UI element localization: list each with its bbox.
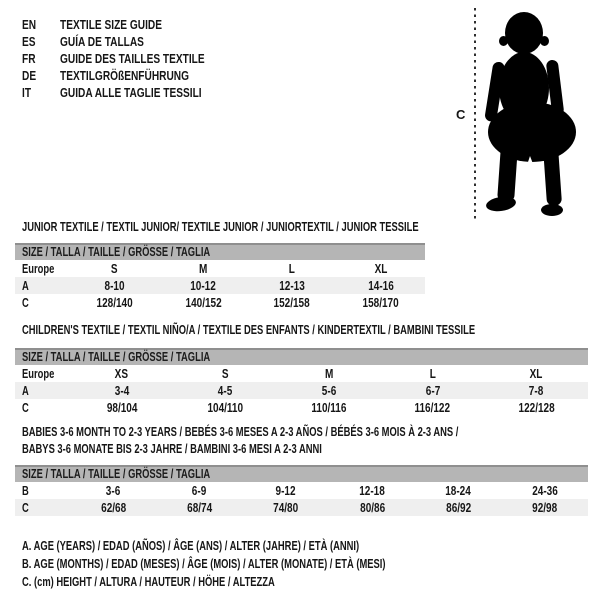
size-value-text: 3-6 xyxy=(105,483,121,498)
table-title-text: BABIES 3-6 MONTH TO 2-3 YEARS / BEBÉS 3-6 MESES A 2-3 AÑOS / BÉBÉS 3-6 MOIS À 2-3 ANS / xyxy=(22,425,459,439)
size-value-text: 152/158 xyxy=(273,295,310,310)
table-row xyxy=(15,482,588,499)
size-value-cell xyxy=(415,501,501,515)
table-row xyxy=(15,260,425,277)
table-title xyxy=(22,424,588,441)
size-value-cell xyxy=(159,279,248,293)
table-row xyxy=(15,365,588,382)
size-value-cell xyxy=(277,367,381,381)
size-value-cell xyxy=(484,367,588,381)
size-value-text: L xyxy=(429,366,436,381)
size-value-text: XL xyxy=(374,261,388,276)
language-code xyxy=(22,85,60,100)
size-value-text: 74/80 xyxy=(273,500,299,515)
legend-footnote-text: B. AGE (MONTHS) / EDAD (MESES) / ÂGE (MOIS) / ALTER (MONATE) / ETÀ (MESI) xyxy=(22,557,386,571)
language-code xyxy=(22,68,60,83)
size-value-cell xyxy=(277,384,381,398)
language-code-text: IT xyxy=(22,85,32,100)
size-value-text: 158/170 xyxy=(362,295,399,310)
baby-silhouette xyxy=(484,10,588,220)
table-title xyxy=(22,322,588,339)
row-label-cell xyxy=(15,484,70,498)
size-value-text: S xyxy=(222,366,229,381)
size-value-text: 98/104 xyxy=(106,400,138,415)
size-value-cell xyxy=(381,384,485,398)
row-label-text: Europe xyxy=(22,261,55,276)
language-row xyxy=(22,84,245,101)
size-header-bar xyxy=(15,348,588,365)
size-value-cell xyxy=(248,262,337,276)
size-value-text: 9-12 xyxy=(275,483,296,498)
junior-textile-table xyxy=(15,219,425,311)
row-label-text: Europe xyxy=(22,366,55,381)
size-value-cell xyxy=(277,401,381,415)
legend-footnotes xyxy=(22,537,507,591)
size-value-cell xyxy=(484,401,588,415)
row-label-text: A xyxy=(22,383,29,398)
size-value-text: 8-10 xyxy=(104,278,125,293)
size-value-cell xyxy=(159,296,248,310)
table-row xyxy=(15,294,425,311)
language-guide-title: TEXTILE SIZE GUIDE xyxy=(60,17,162,32)
size-value-text: L xyxy=(288,261,295,276)
size-value-text: 6-9 xyxy=(192,483,207,498)
table-row xyxy=(15,499,588,516)
language-guide-title: TEXTILGRÖßENFÜHRUNG xyxy=(60,68,190,83)
size-value-cell xyxy=(70,484,156,498)
size-value-cell xyxy=(336,296,425,310)
language-code-text: ES xyxy=(22,34,36,49)
size-header-bar xyxy=(15,465,588,482)
size-value-text: M xyxy=(198,261,208,276)
size-value-cell xyxy=(70,262,159,276)
childrens-textile-table xyxy=(15,322,588,416)
size-value-text: 128/140 xyxy=(96,295,133,310)
size-value-cell xyxy=(415,484,501,498)
size-value-cell xyxy=(156,484,242,498)
size-value-text: 110/116 xyxy=(311,400,347,415)
table-title-text: JUNIOR TEXTILE / TEXTIL JUNIOR/ TEXTILE JUNIOR / JUNIORTEXTIL / JUNIOR TESSILE xyxy=(22,220,419,234)
language-title-list xyxy=(22,16,245,101)
babies-textile-table xyxy=(15,424,588,516)
size-value-text: 4-5 xyxy=(218,383,233,398)
size-header-text: SIZE / TALLA / TAILLE / GRÖSSE / TAGLIA xyxy=(22,245,211,259)
table-row xyxy=(15,399,588,416)
language-guide-title: GUIDE DES TAILLES TEXTILE xyxy=(60,51,205,66)
language-code-text: FR xyxy=(22,51,36,66)
size-value-text: 92/98 xyxy=(532,500,558,515)
size-value-text: 14-16 xyxy=(367,278,394,293)
size-value-cell xyxy=(70,367,174,381)
language-row xyxy=(22,16,245,33)
size-value-cell xyxy=(381,367,485,381)
size-value-text: 122/128 xyxy=(518,400,555,415)
size-value-cell xyxy=(174,367,278,381)
language-code xyxy=(22,51,60,66)
row-label-text: B xyxy=(22,483,29,498)
size-value-cell xyxy=(329,484,415,498)
height-measure-dashed-line xyxy=(474,8,476,220)
legend-footnote xyxy=(22,573,507,591)
legend-footnote-text: A. AGE (YEARS) / EDAD (AÑOS) / ÂGE (ANS) / ALTER (JAHRE) / ETÀ (ANNI) xyxy=(22,539,360,553)
size-value-text: 3-4 xyxy=(114,383,130,398)
language-guide-title: GUÍA DE TALLAS xyxy=(60,34,144,49)
size-value-cell xyxy=(248,296,337,310)
size-value-text: 7-8 xyxy=(528,383,544,398)
legend-footnote xyxy=(22,537,507,555)
size-value-text: 140/152 xyxy=(185,295,222,310)
size-value-cell xyxy=(248,279,337,293)
table-title-text: BABYS 3-6 MONATE BIS 2-3 JAHRE / BAMBINI 3-6 MESI A 2-3 ANNI xyxy=(22,442,322,456)
size-value-text: S xyxy=(111,261,118,276)
size-value-text: 104/110 xyxy=(207,400,244,415)
size-value-text: 62/68 xyxy=(100,500,126,515)
height-label-c: C xyxy=(456,107,466,122)
size-value-text: 86/92 xyxy=(445,500,471,515)
size-value-cell xyxy=(243,501,329,515)
row-label-text: C xyxy=(22,400,29,415)
size-header-text: SIZE / TALLA / TAILLE / GRÖSSE / TAGLIA xyxy=(22,350,211,364)
size-value-text: 6-7 xyxy=(425,383,440,398)
size-value-cell xyxy=(174,384,278,398)
size-value-text: XL xyxy=(529,366,543,381)
row-label-cell xyxy=(15,384,70,398)
size-value-text: 12-13 xyxy=(279,278,305,293)
size-value-cell xyxy=(70,296,159,310)
row-label-text: A xyxy=(22,278,29,293)
size-value-cell xyxy=(70,501,156,515)
table-row xyxy=(15,382,588,399)
language-code-text: DE xyxy=(22,68,37,83)
table-title xyxy=(22,219,425,236)
legend-footnote xyxy=(22,555,507,573)
size-value-cell xyxy=(336,262,425,276)
language-guide-title: GUIDA ALLE TAGLIE TESSILI xyxy=(60,85,202,100)
size-value-text: 12-18 xyxy=(359,483,385,498)
size-value-cell xyxy=(502,501,588,515)
row-label-cell xyxy=(15,262,70,276)
size-header-text: SIZE / TALLA / TAILLE / GRÖSSE / TAGLIA xyxy=(22,467,211,481)
legend-footnote-text: C. (cm) HEIGHT / ALTURA / HAUTEUR / HÖHE / ALTEZZA xyxy=(22,575,275,589)
row-label-cell xyxy=(15,279,70,293)
row-label-cell xyxy=(15,401,70,415)
size-value-text: M xyxy=(324,366,334,381)
row-label-text: C xyxy=(22,500,29,515)
language-code xyxy=(22,17,60,32)
size-value-text: 80/86 xyxy=(359,500,385,515)
size-value-cell xyxy=(70,401,174,415)
size-value-text: 5-6 xyxy=(321,383,337,398)
row-label-cell xyxy=(15,501,70,515)
row-label-cell xyxy=(15,367,70,381)
size-value-text: 18-24 xyxy=(445,483,472,498)
row-label-text: C xyxy=(22,295,29,310)
size-header-bar xyxy=(15,243,425,260)
size-value-cell xyxy=(156,501,242,515)
size-value-cell xyxy=(70,384,174,398)
size-value-text: 24-36 xyxy=(532,483,558,498)
language-row xyxy=(22,67,245,84)
language-code xyxy=(22,34,60,49)
language-row xyxy=(22,50,245,67)
language-code-text: EN xyxy=(22,17,37,32)
table-title-text: CHILDREN'S TEXTILE / TEXTIL NIÑO/A / TEXTILE DES ENFANTS / KINDERTEXTIL / BAMBINI TESSILE xyxy=(22,323,476,337)
size-value-cell xyxy=(336,279,425,293)
size-value-text: 68/74 xyxy=(186,500,212,515)
size-value-text: XS xyxy=(115,366,129,381)
language-row xyxy=(22,33,245,50)
size-value-cell xyxy=(502,484,588,498)
size-value-cell xyxy=(329,501,415,515)
size-value-cell xyxy=(243,484,329,498)
table-row xyxy=(15,277,425,294)
size-value-cell xyxy=(484,384,588,398)
table-title xyxy=(22,441,588,458)
row-label-cell xyxy=(15,296,70,310)
size-value-text: 10-12 xyxy=(190,278,216,293)
size-value-cell xyxy=(70,279,159,293)
size-value-text: 116/122 xyxy=(414,400,451,415)
size-value-cell xyxy=(159,262,248,276)
size-value-cell xyxy=(174,401,278,415)
size-value-cell xyxy=(381,401,485,415)
